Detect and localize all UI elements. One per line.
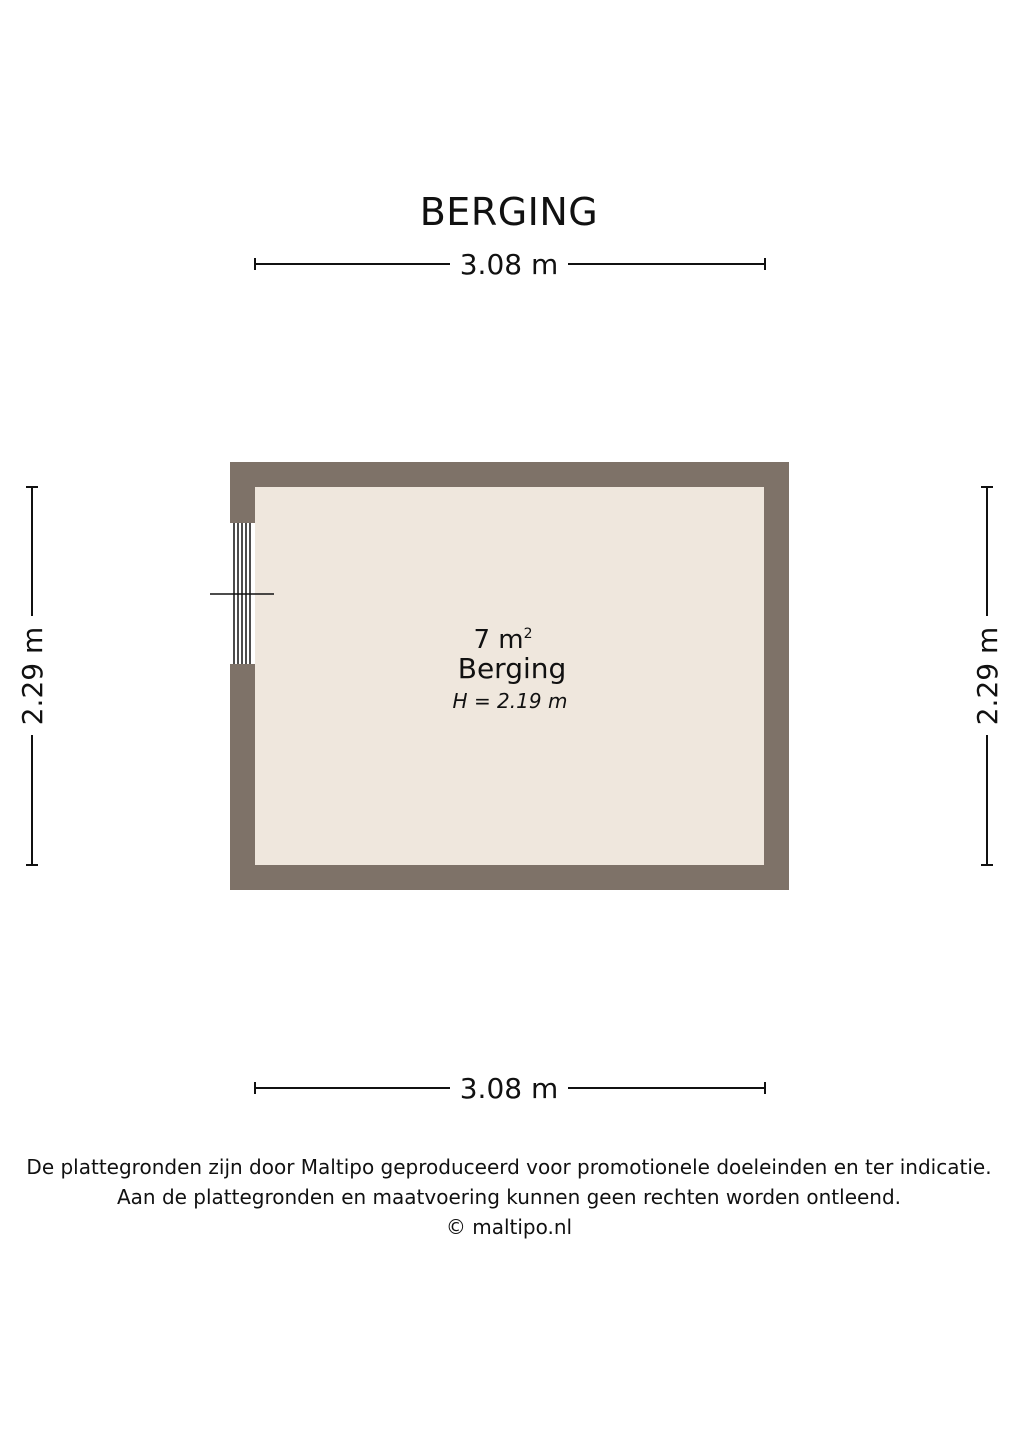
dimension-bottom [255,1072,765,1105]
copyright-line: © maltipo.nl [445,1215,573,1239]
dimension-right-label: 2.29 m [971,626,1004,726]
disclaimer-line-1: De plattegronden zijn door Maltipo geproduceerd voor promotionele doeleinden en ter indicatie. [26,1155,992,1179]
dimension-left [16,487,49,865]
dimension-left-label: 2.29 m [16,626,49,726]
room-name-label: Berging [457,652,567,685]
plan-title: BERGING [419,190,599,234]
dimension-bottom-label: 3.08 m [459,1072,559,1105]
disclaimer [0,1152,1018,1242]
room-height-label: H = 2.19 m [452,689,568,713]
disclaimer-line-2: Aan de plattegronden en maatvoering kunnen geen rechten worden ontleend. [116,1185,902,1209]
dimension-top [255,248,765,281]
room-area-value: 7 m [473,625,524,655]
dimension-top-label: 3.08 m [459,248,559,281]
room-area-unit-sup: 2 [523,626,533,642]
dimension-right [971,487,1004,865]
room-berging [210,462,789,890]
